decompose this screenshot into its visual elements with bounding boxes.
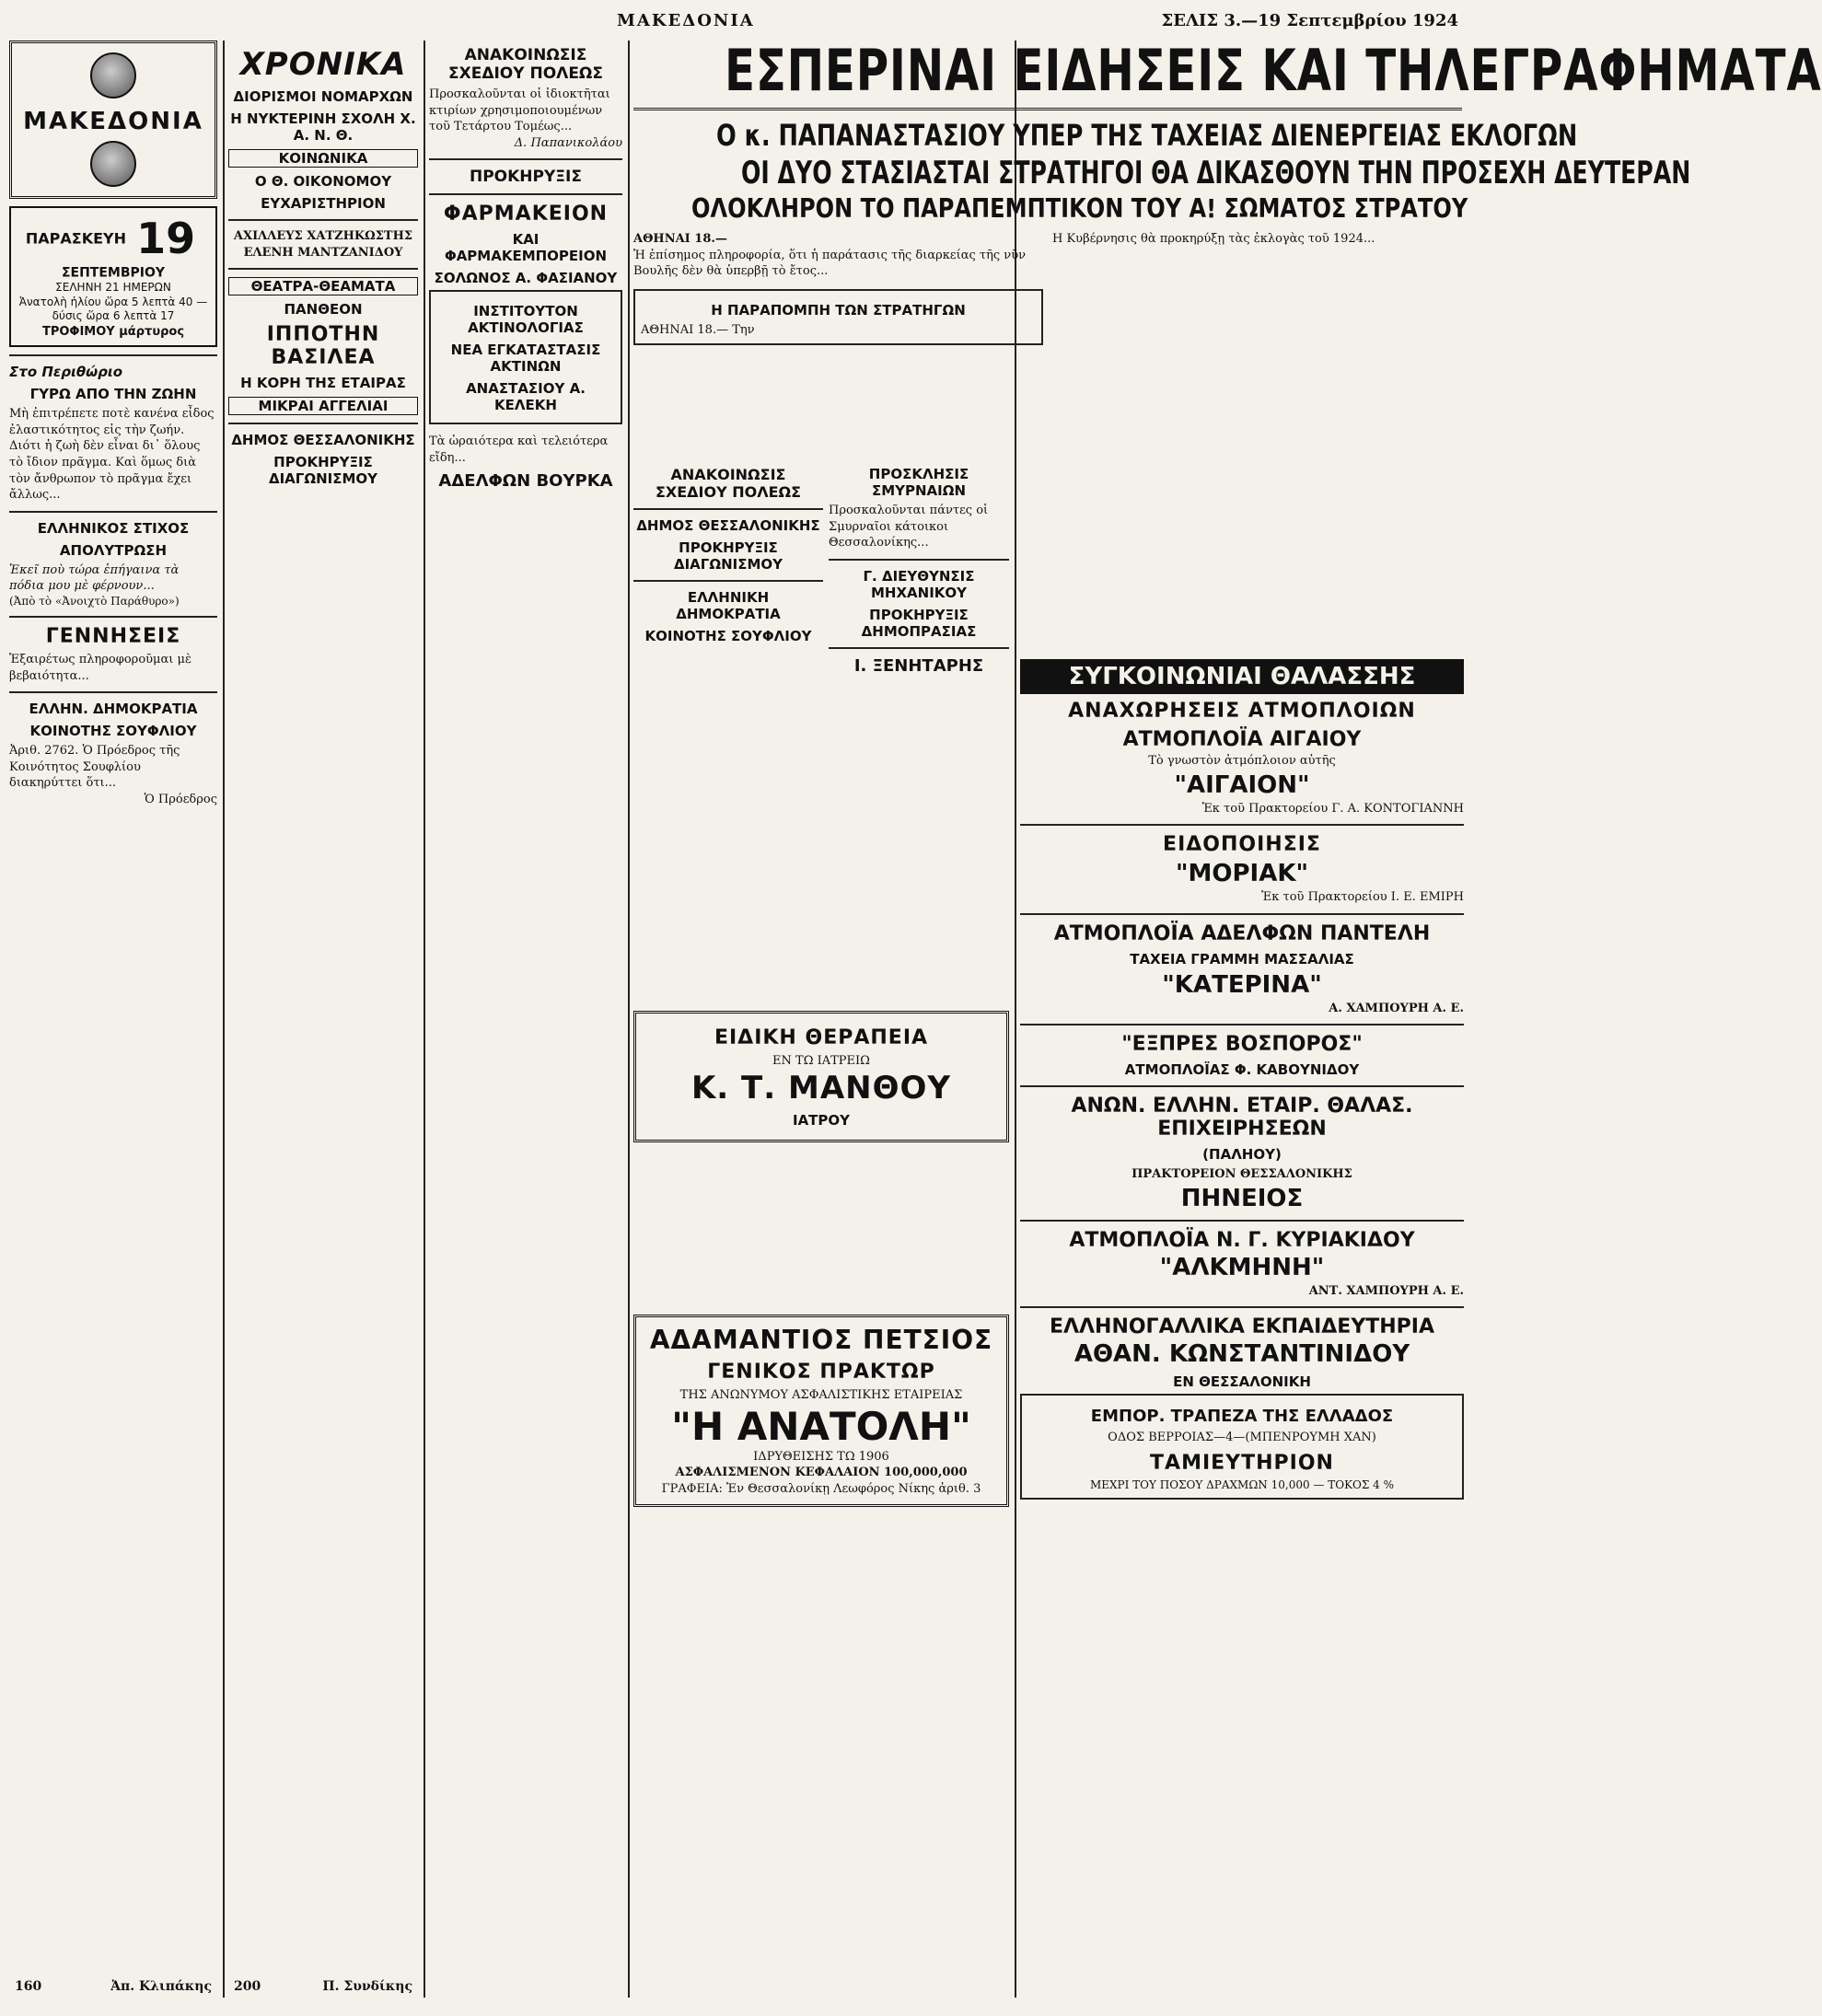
capital-line: ΑΣΦΑΛΙΣΜΕΝΟΝ ΚΕΦΑΛΑΙΟΝ 100,000,000	[675, 1466, 968, 1480]
divider	[633, 508, 823, 510]
births-title: ΓΕΝΝΗΣΕΙΣ	[45, 625, 181, 649]
notice-subtitle: ΚΟΙΝΟΤΗΣ ΣΟΥΦΛΙΟΥ	[29, 723, 197, 740]
doctor-ad-line1: ΕΙΔΙΚΗ ΘΕΡΑΠΕΙΑ	[714, 1026, 929, 1049]
article-body: Μὴ ἐπιτρέπετε ποτὲ κανένα εἶδος ἐλαστικότητος εἰς τὴν ζωήν. Διότι ἡ ζωὴ δὲν εἶναι δι᾽ ὅλους τὸ ἴδιον πρᾶγμα. Καὶ ὅμως διὰ τὸν ἄνθρωπον τὸ πρᾶγμα ἔχει ἄλλως...	[9, 407, 215, 503]
names-line: ΕΛΕΝΗ ΜΑΝΤΖΑΝΙΔΟΥ	[243, 245, 403, 260]
divider	[228, 423, 418, 424]
divider	[829, 647, 1009, 649]
divider	[1020, 824, 1464, 826]
company-brand: "Η ΑΝΑΤΟΛΗ"	[671, 1403, 971, 1449]
news-text	[633, 231, 1043, 354]
institute-doctor: ΑΝΑΣΤΑΣΙΟΥ Α. ΚΕΛΕΚΗ	[466, 380, 586, 414]
notice-signature: Ὁ Πρόεδρος	[144, 793, 217, 807]
pharmacy-title: ΦΑΡΜΑΚΕΙΟΝ	[443, 203, 609, 226]
divider	[1020, 1024, 1464, 1025]
community-subtitle: ΚΟΙΝΟΤΗΣ ΣΟΥΦΛΙΟΥ	[644, 628, 812, 644]
agent-line: Ἐκ τοῦ Πρακτορείου Γ. Α. ΚΟΝΤΟΓΙΑΝΝΗ	[1201, 801, 1464, 816]
divider	[228, 268, 418, 270]
poem-body: Ἐκεῖ ποὺ τώρα ἐπήγαινα τὰ πόδια μου μὲ φέρνουν...	[9, 562, 180, 594]
school-city: ΕΝ ΘΕΣΣΑΛΟΝΙΚΗ	[1173, 1373, 1311, 1391]
insurance-ad	[633, 1307, 1009, 1507]
xenitaris-name: Ι. ΞΕΝΗΤΑΡΗΣ	[853, 655, 984, 676]
line-title: ΑΤΜΟΠΛΟΪΑ ΑΔΕΛΦΩΝ ΠΑΝΤΕΛΗ	[1053, 921, 1431, 945]
subheadline-1: Ο κ. ΠΑΠΑΝΑΣΤΑΣΙΟΥ ΥΠΕΡ ΤΗΣ ΤΑΧΕΙΑΣ ΔΙΕΝΕΡΓΕΙΑΣ ΕΚΛΟΓΩΝ	[716, 118, 1578, 154]
referral-box	[633, 289, 1043, 346]
subheadline-3: ΟΛΟΚΛΗΡΟΝ ΤΟ ΠΑΡΑΠΕΜΠΤΙΚΟΝ ΤΟΥ Α! ΣΩΜΑΤΟΣ ΣΤΡΑΤΟΥ	[691, 193, 1468, 225]
divider	[9, 616, 217, 618]
page-info: ΣΕΛΙΣ 3.—19 Σεπτεμβρίου 1924	[1161, 11, 1458, 30]
notice-title: ΕΛΛΗΝ. ΔΗΜΟΚΡΑΤΙΑ	[29, 701, 198, 718]
column-6	[1020, 654, 1464, 1998]
births-body: Ἐξαιρέτως πληροφοροῦμαι μὲ βεβαιότητα...	[9, 653, 191, 683]
coin-logo-icon	[90, 141, 136, 187]
pharmacy-name: ΣΟΛΩΝΟΣ Α. ΦΑΣΙΑΝΟΥ	[434, 270, 618, 287]
notice-body: Ἀριθ. 2762. Ὁ Πρόεδρος τῆς Κοινότητος Σουφλίου διακηρύττει ὅτι...	[9, 744, 180, 791]
community-title: ΕΛΛΗΝΙΚΗ ΔΗΜΟΚΡΑΤΙΑ	[676, 589, 781, 622]
main-headline: ΕΣΠΕΡΙΝΑΙ ΕΙΔΗΣΕΙΣ ΚΑΙ ΤΗΛΕΓΡΑΦΗΜΑΤΑ	[725, 37, 1822, 104]
column-rule	[424, 41, 425, 1998]
column-rule	[223, 41, 225, 1998]
footer-number: 200	[234, 1979, 261, 1994]
column-2	[228, 41, 418, 1998]
chronicle-title: ΧΡΟΝΙΚΑ	[239, 46, 407, 83]
agent-name: ΑΔΑΜΑΝΤΙΟΣ ΠΕΤΣΙΟΣ	[649, 1325, 993, 1355]
insurance-ad-box	[633, 1315, 1009, 1507]
top-body: Η Κυβέρνησις θὰ προκηρύξῃ τὰς ἐκλογὰς τοῦ 1924...	[1052, 232, 1375, 247]
vessel-name: "ΚΑΤΕΡΙΝΑ"	[1162, 970, 1322, 999]
subheadline-2: ΟΙ ΔΥΟ ΣΤΑΣΙΑΣΤΑΙ ΣΤΡΑΤΗΓΟΙ ΘΑ ΔΙΚΑΣΘΟΥΝ ΤΗΝ ΠΡΟΣΕΧΗ ΔΕΥΤΕΡΑΝ	[741, 155, 1691, 192]
divider	[1020, 1220, 1464, 1222]
agent-line: Α. ΧΑΜΠΟΥΡΗ Α. Ε.	[1329, 1001, 1464, 1015]
doctor-ad-line2: ΕΝ ΤΩ ΙΑΤΡΕΙΩ	[772, 1054, 870, 1068]
newspaper-page	[9, 9, 1822, 1998]
office-line: ΓΡΑΦΕΙΑ: Ἐν Θεσσαλονίκῃ Λεωφόρος Νίκης ἀριθ. 3	[661, 1481, 981, 1496]
divider	[9, 511, 217, 513]
item-title: Ο Θ. ΟΙΚΟΝΟΜΟΥ	[254, 173, 392, 190]
masthead-title: ΜΑΚΕΔΟΝΙΑ	[23, 108, 203, 135]
doctor-ad	[633, 1003, 1009, 1142]
footer-number: 160	[15, 1979, 42, 1994]
small-ads-title: ΜΙΚΡΑΙ ΑΓΓΕΛΙΑΙ	[228, 397, 418, 415]
bank-box	[1020, 1394, 1464, 1500]
divider	[1020, 1085, 1464, 1087]
municipal-title: ΔΗΜΟΣ ΘΕΣΣΑΛΟΝΙΚΗΣ	[231, 432, 415, 449]
section-title: Στο Περιθώριο	[9, 364, 123, 381]
institute-box	[429, 290, 622, 424]
poetry-title: ΕΛΛΗΝΙΚΟΣ ΣΤΙΧΟΣ	[37, 519, 190, 537]
municipal-subtitle: ΠΡΟΚΗΡΥΞΙΣ ΔΙΑΓΩΝΙΣΜΟΥ	[673, 539, 783, 573]
shop-body: Τὰ ὡραιότερα καὶ τελειότερα εἴδη...	[429, 434, 609, 465]
vessel-name: "ΑΛΚΜΗΝΗ"	[1159, 1253, 1325, 1281]
invitation-title: ΠΡΟΣΚΛΗΣΙΣ ΣΜΥΡΝΑΙΩΝ	[868, 466, 969, 499]
line-subtitle: ΤΑΧΕΙΑ ΓΡΑΜΜΗ ΜΑΣΣΑΛΙΑΣ	[1130, 950, 1354, 967]
line-title: ΑΤΜΟΠΛΟΪΑ Ν. Γ. ΚΥΡΙΑΚΙΔΟΥ	[1069, 1228, 1415, 1252]
coin-logo-icon	[90, 52, 136, 98]
date-box	[9, 206, 217, 347]
agent-line: ΑΝΤ. ΧΑΜΠΟΥΡΗ Α. Ε.	[1308, 1283, 1464, 1298]
proclamation-title: ΠΡΟΚΗΡΥΞΙΣ	[470, 168, 582, 187]
divider	[633, 580, 823, 582]
divider	[9, 691, 217, 693]
month: ΣΕΠΤΕΜΒΡΙΟΥ	[61, 265, 166, 281]
poem-title: ΑΠΟΛΥΤΡΩΣΗ	[59, 541, 168, 559]
column-4	[633, 460, 823, 1998]
divider	[429, 158, 622, 160]
day-of-week: ΠΑΡΑΣΚΕΥΗ	[25, 229, 126, 248]
running-title: ΜΑΚΕΔΟΝΙΑ	[617, 11, 755, 30]
school-name: ΑΘΑΝ. ΚΩΝΣΤΑΝΤΙΝΙΔΟΥ	[1073, 1340, 1410, 1369]
social-title: ΚΟΙΝΩΝΙΚΑ	[228, 149, 418, 168]
vessel-intro: Τὸ γνωστὸν ἀτμόπλοιον αὐτῆς	[1148, 754, 1336, 768]
article-title: ΓΥΡΩ ΑΠΟ ΤΗΝ ΖΩΗΝ	[29, 386, 197, 403]
announcement-signature: Δ. Παπανικολάου	[514, 135, 622, 150]
theatre-subtitle: ΠΑΝΘΕΟΝ	[284, 301, 363, 319]
saint-of-day: ΤΡΟΦΙΜΟΥ μάρτυρος	[41, 324, 185, 339]
invitation-body: Προσκαλοῦνται πάντες οἱ Σμυρναῖοι κάτοικοι Θεσσαλονίκης...	[829, 504, 989, 550]
poem-source: (Ἀπὸ τὸ «Ἀνοιχτὸ Παράθυρο»)	[9, 594, 180, 608]
item-title: ΔΙΟΡΙΣΜΟΙ ΝΟΜΑΡΧΩΝ	[233, 88, 413, 105]
column-footer	[228, 1979, 418, 1994]
column-1	[9, 41, 217, 1998]
cinema-title: ΙΠΠΟΤΗΝ ΒΑΣΙΛΕΑ	[266, 323, 380, 370]
bank-rate: ΜΕΧΡΙ ΤΟΥ ΠΟΣΟΥ ΔΡΑΧΜΩΝ 10,000 — ΤΟΚΟΣ 4 %	[1089, 1477, 1395, 1491]
shipping-title: ΣΥΓΚΟΙΝΩΝΙΑΙ ΘΑΛΑΣΣΗΣ	[1020, 659, 1464, 694]
news-body: Ἡ ἐπίσημος πληροφορία, ὅτι ἡ παράτασις τῆς διαρκείας τῆς νῦν Βουλῆς δὲν θὰ ὑπερβῇ τὸ ἔτος...	[633, 248, 1027, 279]
line-title: ΑΤΜΟΠΛΟΪΑ ΑΙΓΑΙΟΥ	[1122, 728, 1362, 751]
school-title: ΕΛΛΗΝΟΓΑΛΛΙΚΑ ΕΚΠΑΙΔΕΥΤΗΡΙΑ	[1049, 1315, 1435, 1339]
news-columns	[633, 231, 1462, 354]
divider	[1020, 1306, 1464, 1308]
column-3	[429, 41, 622, 1998]
moon-info: ΣΕΛΗΝΗ 21 ΗΜΕΡΩΝ	[55, 281, 171, 294]
day-number: 19	[136, 214, 196, 263]
masthead	[9, 41, 217, 199]
municipal-title: ΔΗΜΟΣ ΘΕΣΣΑΛΟΝΙΚΗΣ	[636, 517, 820, 534]
vessel-name: "ΜΟΡΙΑΚ"	[1175, 860, 1309, 888]
line-subtitle: (ΠΑΛΗΟΥ)	[1202, 1146, 1282, 1164]
agent-role: ΓΕΝΙΚΟΣ ΠΡΑΚΤΩΡ	[707, 1361, 935, 1384]
referral-title: Η ΠΑΡΑΠΟΜΠΗ ΤΩΝ ΣΤΡΑΤΗΓΩΝ	[711, 301, 966, 319]
column-5	[829, 460, 1009, 976]
divider	[228, 219, 418, 221]
engineer-subtitle: ΠΡΟΚΗΡΥΞΙΣ ΔΗΜΟΠΡΑΣΙΑΣ	[861, 606, 977, 640]
doctor-role: ΙΑΤΡΟΥ	[792, 1111, 851, 1129]
item-title: ΕΥΧΑΡΙΣΤΗΡΙΟΝ	[261, 195, 386, 212]
line-title: ΑΝΩΝ. ΕΛΛΗΝ. ΕΤΑΙΡ. ΘΑΛΑΣ. ΕΠΙΧΕΙΡΗΣΕΩΝ	[1071, 1095, 1413, 1141]
line-title: "ΕΞΠΡΕΣ ΒΟΣΠΟΡΟΣ"	[1121, 1033, 1363, 1057]
dateline: ΑΘΗΝΑΙ 18.—	[633, 232, 727, 247]
announcement-body: Προσκαλοῦνται οἱ ἰδιοκτῆται κτιρίων χρησιμοποιουμένων τοῦ Τετάρτου Τομέως...	[429, 87, 610, 134]
divider	[9, 354, 217, 356]
main-news	[633, 37, 1822, 446]
divider	[429, 193, 622, 195]
running-header	[9, 9, 1464, 33]
sun-info: Ἀνατολὴ ἡλίου ὥρα 5 λεπτὰ 40 — δύσις ὥρα 6 λεπτὰ 17	[18, 295, 208, 323]
names-line: ΑΧΙΛΛΕΥΣ ΧΑΤΖΗΚΩΣΤΗΣ	[233, 229, 413, 243]
announcement-title: ΑΝΑΚΟΙΝΩΣΙΣ ΣΧΕΔΙΟΥ ΠΟΛΕΩΣ	[655, 466, 802, 501]
theatre-title: ΘΕΑΤΡΑ-ΘΕΑΜΑΤΑ	[228, 277, 418, 295]
municipal-subtitle: ΠΡΟΚΗΡΥΞΙΣ ΔΙΑΓΩΝΙΣΜΟΥ	[268, 454, 378, 488]
engineer-title: Γ. ΔΙΕΥΘΥΝΣΙΣ ΜΗΧΑΝΙΚΟΥ	[863, 567, 975, 601]
office-line: ΠΡΑΚΤΟΡΕΙΟΝ ΘΕΣΣΑΛΟΝΙΚΗΣ	[1131, 1167, 1352, 1182]
bank-subtitle: ΤΑΜΙΕΥΤΗΡΙΟΝ	[1150, 1451, 1334, 1475]
news-text-right	[1052, 231, 1462, 354]
vessel-name: ΠΗΝΕΙΟΣ	[1180, 1184, 1304, 1212]
doctor-name: Κ. Τ. ΜΑΝΘΟΥ	[691, 1069, 952, 1106]
divider	[633, 108, 1462, 110]
announcement-title: ΑΝΑΚΟΙΝΩΣΙΣ ΣΧΕΔΙΟΥ ΠΟΛΕΩΣ	[447, 46, 603, 83]
founded-line: ΙΔΡΥΘΕΙΣΗΣ ΤΩ 1906	[753, 1449, 889, 1464]
company-line: ΤΗΣ ΑΝΩΝΥΜΟΥ ΑΣΦΑΛΙΣΤΙΚΗΣ ΕΤΑΙΡΕΙΑΣ	[679, 1388, 963, 1402]
referral-dateline: ΑΘΗΝΑΙ 18.— Την	[641, 322, 755, 337]
shop-name: ΑΔΕΛΦΩΝ ΒΟΥΡΚΑ	[438, 471, 613, 492]
footer-name: Ἀπ. Κλιπάκης	[110, 1979, 212, 1994]
pharmacy-subtitle: ΚΑΙ ΦΑΡΜΑΚΕΜΠΟΡΕΙΟΝ	[444, 231, 608, 265]
footer-name: Π. Συνδίκης	[322, 1979, 412, 1994]
item-title: Η ΝΥΚΤΕΡΙΝΗ ΣΧΟΛΗ Χ. Α. Ν. Θ.	[230, 110, 416, 144]
column-rule	[628, 41, 630, 1998]
doctor-ad-box	[633, 1011, 1009, 1142]
film-title: Η ΚΟΡΗ ΤΗΣ ΕΤΑΙΡΑΣ	[240, 375, 406, 392]
agent-line: Ἐκ τοῦ Πρακτορείου Ι. Ε. ΕΜΙΡΗ	[1261, 890, 1464, 905]
bank-title: ΕΜΠΟΡ. ΤΡΑΠΕΖΑ ΤΗΣ ΕΛΛΑΔΟΣ	[1090, 1407, 1394, 1427]
departures-title: ΑΝΑΧΩΡΗΣΕΙΣ ΑΤΜΟΠΛΟΙΩΝ	[1068, 700, 1416, 723]
institute-subtitle: ΝΕΑ ΕΓΚΑΤΑΣΤΑΣΙΣ ΑΚΤΙΝΩΝ	[450, 342, 601, 376]
divider	[829, 559, 1009, 561]
notice-title: ΕΙΔΟΠΟΙΗΣΙΣ	[1163, 833, 1321, 857]
vessel-name: "ΑΙΓΑΙΟΝ"	[1174, 770, 1310, 799]
divider	[1020, 913, 1464, 915]
bank-address: ΟΔΟΣ ΒΕΡΡΟΙΑΣ—4—(ΜΠΕΝΡΟΥΜΗ ΧΑΝ)	[1108, 1431, 1376, 1445]
institute-title: ΙΝΣΤΙΤΟΥΤΟΝ ΑΚΤΙΝΟΛΟΓΙΑΣ	[468, 303, 584, 337]
line-subtitle: ΑΤΜΟΠΛΟΪΑΣ Φ. ΚΑΒΟΥΝΙΔΟΥ	[1124, 1061, 1360, 1079]
column-footer	[9, 1979, 217, 1994]
